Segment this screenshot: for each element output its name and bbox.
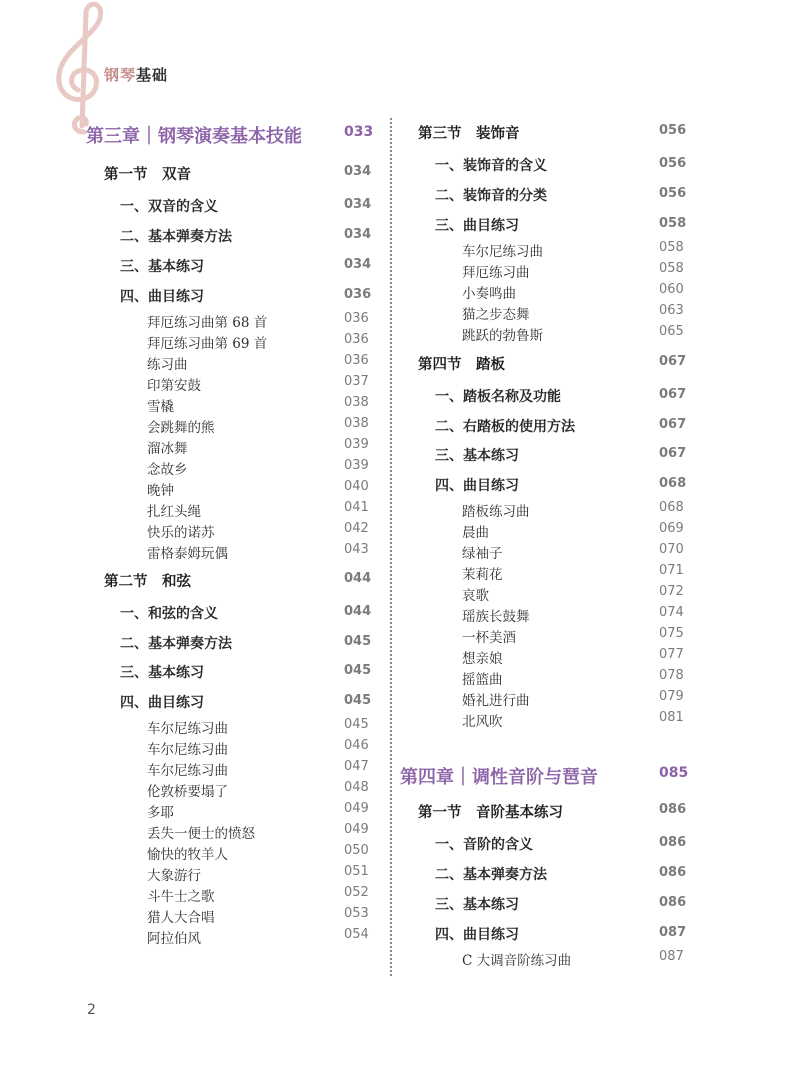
toc-page-number: 034	[344, 257, 372, 272]
toc-page-number: 045	[344, 634, 372, 649]
toc-page-number: 054	[344, 927, 369, 942]
toc-subsection[interactable]	[120, 226, 372, 246]
toc-title: 二、右踏板的使用方法	[435, 419, 575, 435]
toc-entry[interactable]	[147, 927, 369, 947]
toc-title: 练习曲	[147, 357, 188, 373]
toc-page-number: 085	[659, 765, 689, 781]
toc-page-number: 038	[344, 395, 369, 410]
toc-page-number: 056	[659, 123, 687, 138]
toc-title: C 大调音阶练习曲	[462, 953, 572, 969]
toc-title: 第一节 双音	[104, 166, 191, 183]
toc-title: 二、基本弹奏方法	[435, 867, 547, 883]
toc-entry[interactable]	[147, 738, 369, 758]
toc-title: 哀歌	[462, 588, 489, 604]
toc-page-number: 045	[344, 663, 372, 678]
toc-title: 会跳舞的熊	[147, 420, 215, 436]
toc-page-number: 079	[659, 689, 684, 704]
toc-title: 阿拉伯风	[147, 931, 201, 947]
toc-subsection[interactable]	[120, 256, 372, 276]
toc-entry[interactable]	[147, 843, 369, 863]
toc-title: 二、基本弹奏方法	[120, 229, 232, 245]
toc-subsection[interactable]	[435, 445, 687, 465]
toc-page-number: 053	[344, 906, 369, 921]
toc-page-number: 060	[659, 282, 684, 297]
toc-title: 拜厄练习曲	[462, 265, 530, 281]
toc-title: 二、基本弹奏方法	[120, 636, 232, 652]
toc-page-number: 056	[659, 156, 687, 171]
toc-subsection[interactable]	[435, 475, 687, 495]
toc-page-number: 078	[659, 668, 684, 683]
column-divider	[390, 118, 392, 976]
toc-page-number: 039	[344, 437, 369, 452]
toc-page-number: 041	[344, 500, 369, 515]
toc-subsection[interactable]	[120, 662, 372, 682]
treble-clef-icon	[26, 0, 116, 135]
toc-title: 第一节 音阶基本练习	[418, 804, 563, 821]
toc-title: 第三节 装饰音	[418, 125, 520, 142]
toc-entry[interactable]	[462, 710, 684, 730]
toc-page-number: 052	[344, 885, 369, 900]
toc-page-number: 068	[659, 476, 687, 491]
toc-entry[interactable]	[462, 647, 684, 667]
toc-title: 车尔尼练习曲	[147, 742, 228, 758]
toc-title: 拜厄练习曲第 69 首	[147, 336, 268, 352]
toc-page-number: 086	[659, 802, 687, 817]
toc-subsection[interactable]	[120, 603, 372, 623]
toc-title: 晨曲	[462, 525, 489, 541]
toc-title: 茉莉花	[462, 567, 503, 583]
toc-page-number: 046	[344, 738, 369, 753]
toc-page-number: 036	[344, 287, 372, 302]
toc-title: 斗牛士之歌	[147, 889, 215, 905]
toc-subsection[interactable]	[120, 196, 372, 216]
toc-page-number: 067	[659, 387, 687, 402]
toc-entry[interactable]	[462, 563, 684, 583]
toc-page-number: 087	[659, 925, 687, 940]
toc-section[interactable]	[418, 122, 687, 143]
toc-title: 愉快的牧羊人	[147, 847, 228, 863]
toc-page-number: 044	[344, 571, 372, 586]
toc-entry[interactable]	[147, 353, 369, 373]
toc-title: 拜厄练习曲第 68 首	[147, 315, 268, 331]
toc-page-number: 058	[659, 240, 684, 255]
toc-entry[interactable]	[462, 240, 684, 260]
toc-entry[interactable]	[462, 668, 684, 688]
toc-page-number: 050	[344, 843, 369, 858]
toc-subsection[interactable]	[435, 864, 687, 884]
toc-entry[interactable]	[462, 324, 684, 344]
toc-title: 猫之步态舞	[462, 307, 530, 323]
toc-page-number: 069	[659, 521, 684, 536]
toc-title: 三、基本练习	[120, 665, 204, 681]
toc-title: 第四节 踏板	[418, 356, 505, 373]
toc-entry[interactable]	[147, 906, 369, 926]
toc-page-number: 047	[344, 759, 369, 774]
page-number: 2	[87, 1002, 96, 1018]
toc-chapter[interactable]	[400, 763, 689, 789]
toc-title: 三、基本练习	[435, 897, 519, 913]
toc-page-number: 036	[344, 332, 369, 347]
toc-subsection[interactable]	[435, 924, 687, 944]
toc-entry[interactable]	[462, 689, 684, 709]
toc-page-number: 051	[344, 864, 369, 879]
toc-entry[interactable]	[147, 864, 369, 884]
toc-title: 小奏鸣曲	[462, 286, 516, 302]
toc-entry[interactable]	[147, 717, 369, 737]
toc-subsection[interactable]	[435, 386, 687, 406]
toc-page-number: 067	[659, 354, 687, 369]
toc-page-number: 040	[344, 479, 369, 494]
toc-entry[interactable]	[462, 261, 684, 281]
toc-page-number: 068	[659, 500, 684, 515]
toc-page-number: 045	[344, 717, 369, 732]
toc-title: 猎人大合唱	[147, 910, 215, 926]
toc-title: 踏板练习曲	[462, 504, 530, 520]
book-title-part1: 钢琴	[104, 66, 137, 84]
toc-page-number: 081	[659, 710, 684, 725]
toc-entry[interactable]	[462, 542, 684, 562]
toc-subsection[interactable]	[435, 834, 687, 854]
toc-title: 瑶族长鼓舞	[462, 609, 530, 625]
toc-title: 第二节 和弦	[104, 573, 191, 590]
toc-page-number: 033	[344, 124, 374, 140]
toc-entry[interactable]	[147, 822, 369, 842]
toc-title: 四、曲目练习	[120, 289, 204, 305]
toc-section[interactable]	[104, 163, 372, 184]
toc-page-number: 067	[659, 417, 687, 432]
toc-entry[interactable]	[462, 500, 684, 520]
toc-subsection[interactable]	[120, 633, 372, 653]
toc-title: 摇篮曲	[462, 672, 503, 688]
toc-title: 晚钟	[147, 483, 174, 499]
toc-page-number: 036	[344, 353, 369, 368]
toc-title: 婚礼进行曲	[462, 693, 530, 709]
toc-page-number: 045	[344, 693, 372, 708]
toc-subsection[interactable]	[120, 286, 372, 306]
toc-title: 雪橇	[147, 399, 174, 415]
toc-title: 车尔尼练习曲	[147, 721, 228, 737]
toc-title: 扎红头绳	[147, 504, 201, 520]
toc-page-number: 071	[659, 563, 684, 578]
toc-title: 三、基本练习	[435, 448, 519, 464]
toc-title: 一、踏板名称及功能	[435, 389, 561, 405]
toc-entry[interactable]	[462, 584, 684, 604]
toc-subsection[interactable]	[435, 155, 687, 175]
toc-page-number: 056	[659, 186, 687, 201]
toc-entry[interactable]	[147, 542, 369, 562]
toc-page-number: 087	[659, 949, 684, 964]
toc-page-number: 086	[659, 865, 687, 880]
toc-page-number: 049	[344, 801, 369, 816]
toc-entry[interactable]	[147, 374, 369, 394]
toc-title: 想亲娘	[462, 651, 503, 667]
toc-page-number: 048	[344, 780, 369, 795]
toc-title: 绿袖子	[462, 546, 503, 562]
toc-title: 溜冰舞	[147, 441, 188, 457]
toc-entry[interactable]	[147, 801, 369, 821]
toc-title: 一、双音的含义	[120, 199, 218, 215]
toc-chapter[interactable]	[86, 122, 374, 148]
toc-entry[interactable]	[147, 479, 369, 499]
toc-page-number: 075	[659, 626, 684, 641]
toc-page-number: 086	[659, 895, 687, 910]
toc-page-number: 038	[344, 416, 369, 431]
toc-page-number: 074	[659, 605, 684, 620]
toc-page-number: 086	[659, 835, 687, 850]
toc-page-number: 063	[659, 303, 684, 318]
toc-title: 车尔尼练习曲	[147, 763, 228, 779]
toc-title: 一、和弦的含义	[120, 606, 218, 622]
toc-title: 第四章｜调性音阶与琶音	[400, 767, 598, 788]
toc-title: 四、曲目练习	[120, 695, 204, 711]
book-title-part2: 基础	[136, 66, 169, 84]
toc-page-number: 067	[659, 446, 687, 461]
toc-subsection[interactable]	[435, 894, 687, 914]
toc-subsection[interactable]	[435, 215, 687, 235]
toc-title: 念故乡	[147, 462, 188, 478]
toc-title: 第三章｜钢琴演奏基本技能	[86, 126, 302, 147]
toc-page-number: 039	[344, 458, 369, 473]
toc-page-number: 034	[344, 197, 372, 212]
toc-entry[interactable]	[147, 437, 369, 457]
book-title	[104, 64, 168, 85]
toc-subsection[interactable]	[120, 692, 372, 712]
toc-entry[interactable]	[147, 885, 369, 905]
toc-entry[interactable]	[147, 332, 369, 352]
toc-page-number: 070	[659, 542, 684, 557]
toc-title: 四、曲目练习	[435, 927, 519, 943]
toc-title: 雷格泰姆玩偶	[147, 546, 228, 562]
toc-page-number: 072	[659, 584, 684, 599]
toc-page-number: 037	[344, 374, 369, 389]
toc-title: 四、曲目练习	[435, 478, 519, 494]
toc-entry[interactable]	[147, 500, 369, 520]
toc-page-number: 042	[344, 521, 369, 536]
toc-page-number: 034	[344, 227, 372, 242]
toc-entry[interactable]	[147, 759, 369, 779]
toc-entry[interactable]	[462, 626, 684, 646]
toc-title: 多耶	[147, 805, 174, 821]
toc-entry[interactable]	[147, 395, 369, 415]
toc-title: 快乐的诺苏	[147, 525, 215, 541]
toc-title: 一杯美酒	[462, 630, 516, 646]
toc-subsection[interactable]	[435, 185, 687, 205]
toc-entry[interactable]	[147, 780, 369, 800]
toc-entry[interactable]	[462, 605, 684, 625]
toc-title: 二、装饰音的分类	[435, 188, 547, 204]
toc-entry[interactable]	[462, 303, 684, 323]
toc-title: 丢失一便士的愤怒	[147, 826, 255, 842]
toc-title: 北风吹	[462, 714, 503, 730]
toc-title: 三、曲目练习	[435, 218, 519, 234]
toc-page-number: 058	[659, 216, 687, 231]
toc-title: 三、基本练习	[120, 259, 204, 275]
toc-title: 跳跃的勃鲁斯	[462, 328, 543, 344]
toc-entry[interactable]	[462, 949, 684, 969]
toc-page-number: 034	[344, 164, 372, 179]
toc-title: 伦敦桥要塌了	[147, 784, 228, 800]
toc-page-number: 043	[344, 542, 369, 557]
toc-title: 大象游行	[147, 868, 201, 884]
toc-section[interactable]	[104, 570, 372, 591]
toc-title: 车尔尼练习曲	[462, 244, 543, 260]
toc-title: 一、音阶的含义	[435, 837, 533, 853]
toc-page-number: 058	[659, 261, 684, 276]
toc-page-number: 044	[344, 604, 372, 619]
toc-entry[interactable]	[462, 282, 684, 302]
toc-page-number: 065	[659, 324, 684, 339]
toc-title: 一、装饰音的含义	[435, 158, 547, 174]
toc-page-number: 049	[344, 822, 369, 837]
toc-entry[interactable]	[147, 311, 369, 331]
toc-title: 印第安鼓	[147, 378, 201, 394]
toc-page-number: 036	[344, 311, 369, 326]
toc-entry[interactable]	[147, 521, 369, 541]
toc-entry[interactable]	[147, 416, 369, 436]
toc-section[interactable]	[418, 801, 687, 822]
toc-section[interactable]	[418, 353, 687, 374]
toc-entry[interactable]	[462, 521, 684, 541]
toc-subsection[interactable]	[435, 416, 687, 436]
toc-entry[interactable]	[147, 458, 369, 478]
toc-page-number: 077	[659, 647, 684, 662]
